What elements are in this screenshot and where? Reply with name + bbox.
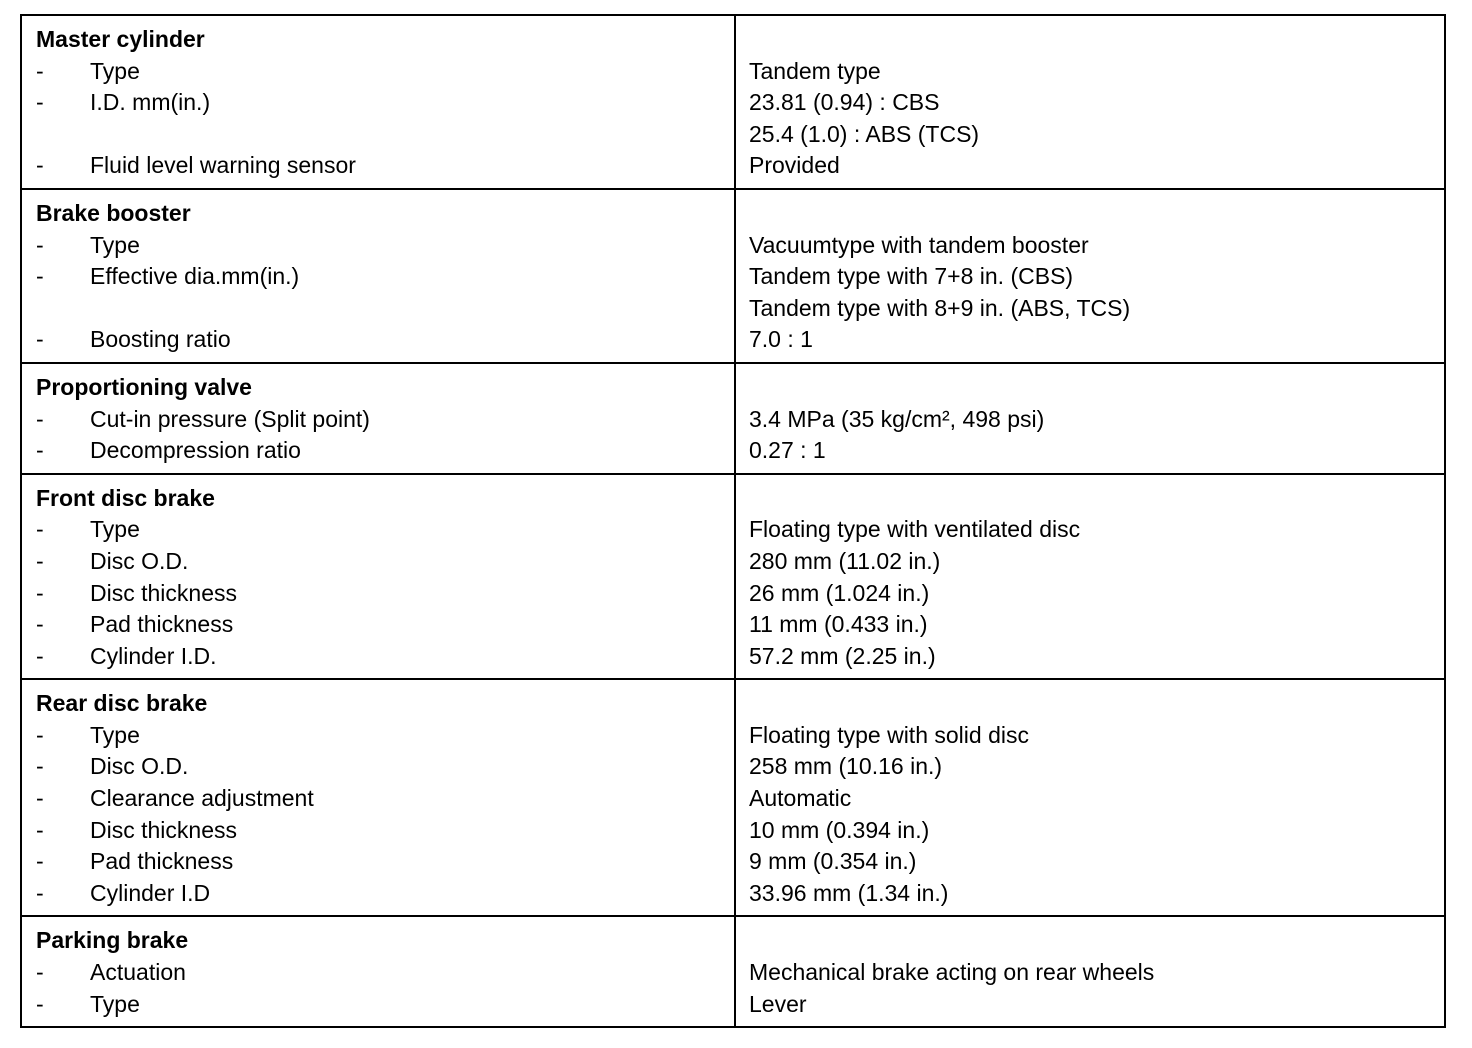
spec-item	[22, 878, 734, 910]
spec-item-value: Floating type with ventilated disc	[749, 516, 1081, 543]
brake-spec-table	[20, 14, 1446, 1028]
bullet-dash: -	[36, 848, 44, 875]
spec-item-label: Disc thickness	[90, 816, 237, 843]
section-title: Master cylinder	[36, 26, 205, 52]
spec-item-value: Tandem type	[749, 57, 881, 84]
spec-section-row	[21, 189, 1445, 363]
spec-section-row	[21, 679, 1445, 916]
cell-padding	[749, 672, 1444, 678]
section-title: Brake booster	[36, 199, 191, 226]
spec-item	[22, 609, 734, 641]
bullet-dash: -	[36, 57, 44, 84]
spec-item-value: Tandem type with 7+8 in. (CBS)	[749, 263, 1074, 290]
bullet-dash: -	[36, 611, 44, 638]
spec-item	[22, 230, 734, 262]
bullet-dash: -	[36, 437, 44, 464]
bullet-dash: -	[36, 326, 44, 353]
cell-padding	[22, 182, 734, 188]
spec-item-value: Provided	[749, 152, 840, 179]
section-title: Parking brake	[36, 927, 189, 954]
section-title: Proportioning valve	[36, 373, 252, 400]
value-spacer	[749, 16, 1444, 56]
spec-item	[22, 641, 734, 673]
spec-value-cell	[735, 189, 1445, 363]
cell-padding	[22, 467, 734, 473]
spec-item-label: Type	[90, 231, 140, 258]
spec-item	[22, 150, 734, 182]
cell-padding	[749, 909, 1444, 915]
spec-label-cell	[21, 363, 735, 474]
spec-item-label: Actuation	[90, 959, 186, 986]
cell-padding	[22, 1020, 734, 1026]
spec-item-label: Cut-in pressure (Split point)	[90, 405, 370, 432]
spec-item	[22, 846, 734, 878]
spec-label-cell	[21, 15, 735, 189]
spec-item	[22, 324, 734, 356]
cell-padding	[749, 1020, 1444, 1026]
spec-item-value: 10 mm (0.394 in.)	[749, 816, 930, 843]
spec-item	[22, 578, 734, 610]
bullet-dash: -	[36, 753, 44, 780]
bullet-dash: -	[36, 879, 44, 906]
spec-label-cell	[21, 916, 735, 1027]
cell-padding	[749, 467, 1444, 473]
bullet-dash: -	[36, 642, 44, 669]
spec-item-label: Pad thickness	[90, 848, 234, 875]
spec-item-value: 57.2 mm (2.25 in.)	[749, 642, 936, 669]
bullet-dash: -	[36, 89, 44, 116]
spec-item	[22, 751, 734, 783]
spec-section-row	[21, 916, 1445, 1027]
section-title: Front disc brake	[36, 484, 215, 511]
cell-padding	[22, 356, 734, 362]
spec-value-cell	[735, 916, 1445, 1027]
spec-item-value: Vacuumtype with tandem booster	[749, 231, 1089, 258]
bullet-dash: -	[36, 152, 44, 179]
spec-item-value: 0.27 : 1	[749, 437, 826, 464]
spec-label-cell	[21, 189, 735, 363]
spec-value-cell	[735, 474, 1445, 680]
spec-item-value: Mechanical brake acting on rear wheels	[749, 959, 1155, 986]
bullet-dash: -	[36, 785, 44, 812]
cell-padding	[749, 356, 1444, 362]
bullet-dash: -	[36, 990, 44, 1017]
spec-item-label: Type	[90, 990, 140, 1017]
cell-padding	[22, 909, 734, 915]
spec-item	[22, 720, 734, 752]
cell-padding	[749, 182, 1444, 188]
cell-padding	[22, 672, 734, 678]
spec-item-value: Tandem type with 8+9 in. (ABS, TCS)	[749, 294, 1131, 321]
bullet-dash: -	[36, 547, 44, 574]
spec-item-label: Clearance adjustment	[90, 785, 314, 812]
spec-item-value: Lever	[749, 990, 807, 1017]
bullet-dash: -	[36, 516, 44, 543]
spec-item-value: 33.96 mm (1.34 in.)	[749, 879, 949, 906]
spec-item	[22, 87, 734, 119]
spec-item-value: Floating type with solid disc	[749, 721, 1029, 748]
bullet-dash: -	[36, 579, 44, 606]
spec-item-label: Disc thickness	[90, 579, 237, 606]
spec-item-label: Decompression ratio	[90, 437, 301, 464]
spec-value-cell	[735, 679, 1445, 916]
spec-item-label: Cylinder I.D	[90, 879, 211, 906]
spec-item-value: 280 mm (11.02 in.)	[749, 547, 941, 574]
spec-item-label: Effective dia.mm(in.)	[90, 263, 300, 290]
spec-item-label: Cylinder I.D.	[90, 642, 217, 669]
spec-item	[22, 261, 734, 293]
spec-item-value: 3.4 MPa (35 kg/cm², 498 psi)	[749, 405, 1045, 432]
value-spacer	[749, 475, 1444, 515]
spec-item-label: Fluid level warning sensor	[90, 152, 356, 179]
spec-section-row	[21, 474, 1445, 680]
spec-item-value: 26 mm (1.024 in.)	[749, 579, 930, 606]
bullet-dash: -	[36, 263, 44, 290]
spec-item-blank	[22, 119, 734, 151]
spec-item-label: Type	[90, 721, 140, 748]
spec-item	[22, 546, 734, 578]
value-spacer	[749, 190, 1444, 230]
spec-item	[22, 783, 734, 815]
spec-item-blank	[22, 293, 734, 325]
spec-item-value: 23.81 (0.94) : CBS	[749, 89, 940, 116]
spec-label-cell	[21, 679, 735, 916]
bullet-dash: -	[36, 231, 44, 258]
spec-item	[22, 56, 734, 88]
spec-item-label: Pad thickness	[90, 611, 234, 638]
spec-item-label: Type	[90, 516, 140, 543]
spec-value-cell	[735, 363, 1445, 474]
spec-table-body	[21, 15, 1445, 1027]
spec-item	[22, 957, 734, 989]
spec-item-label: Type	[90, 57, 140, 84]
spec-section-row	[21, 363, 1445, 474]
spec-item	[22, 435, 734, 467]
spec-item-value: 11 mm (0.433 in.)	[749, 611, 928, 638]
spec-section-row	[21, 15, 1445, 189]
spec-item-label: I.D. mm(in.)	[90, 89, 211, 116]
spec-item	[22, 404, 734, 436]
bullet-dash: -	[36, 816, 44, 843]
value-spacer	[749, 917, 1444, 957]
spec-label-cell	[21, 474, 735, 680]
spec-item-value: 7.0 : 1	[749, 326, 813, 353]
spec-item-value: 9 mm (0.354 in.)	[749, 848, 917, 875]
spec-item-value: 258 mm (10.16 in.)	[749, 753, 943, 780]
value-spacer	[749, 680, 1444, 720]
bullet-dash: -	[36, 721, 44, 748]
spec-item	[22, 989, 734, 1021]
bullet-dash: -	[36, 405, 44, 432]
value-spacer	[749, 364, 1444, 404]
spec-value-cell	[735, 15, 1445, 189]
bullet-dash: -	[36, 959, 44, 986]
spec-item-value: Automatic	[749, 785, 852, 812]
spec-item	[22, 815, 734, 847]
spec-item-label: Disc O.D.	[90, 547, 189, 574]
spec-item-label: Boosting ratio	[90, 326, 231, 353]
spec-item-value: 25.4 (1.0) : ABS (TCS)	[749, 120, 980, 147]
spec-item	[22, 514, 734, 546]
section-title: Rear disc brake	[36, 690, 208, 717]
spec-item-label: Disc O.D.	[90, 753, 189, 780]
